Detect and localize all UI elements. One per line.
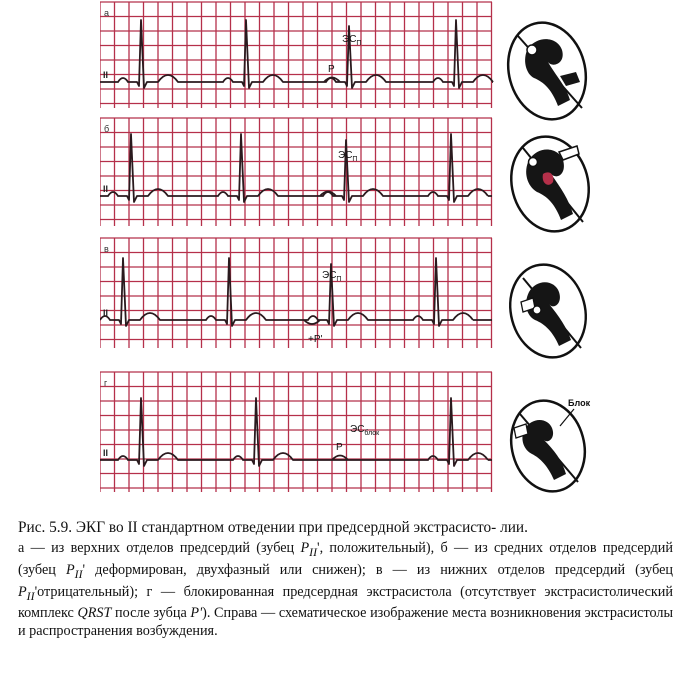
p-wave-marker: +P' — [308, 334, 323, 345]
heart-diagram-a — [500, 16, 595, 126]
ecg-strips — [100, 0, 495, 500]
extrasystole-label: $ЭС_П$ — [322, 270, 342, 283]
lead-label: II — [103, 70, 109, 80]
block-label: Блок — [568, 398, 591, 408]
heart-diagram-c — [503, 258, 593, 364]
p-wave-marker: P — [328, 64, 335, 75]
lead-label: II — [103, 448, 109, 458]
ecg-strip-3 — [100, 238, 492, 348]
strip-letter: в — [104, 244, 109, 254]
lead-label: II — [103, 184, 109, 194]
ecg-strip-4 — [100, 372, 492, 492]
heart-diagram-d — [500, 388, 600, 496]
figure-caption — [18, 518, 673, 640]
strip-letter: б — [104, 124, 110, 134]
extrasystole-label: $ЭС_{блок}$ — [350, 424, 380, 437]
caption-body: а — из верхних отделов предсердий (зубец $P_{II}'$, положительный), б — из средних отделов предсердий (зубец $P_{II}'$ деформирован, двухфазный или снижен); в — из нижних отделов предсердий (зубец $P_{II}'отрицательный$); г — блокированная предсердная экстрасистола (отсутствует экстрасистолический комплекс QRST после зубца P'). Справа — схематическое изображение места возникновения экстрасистолы и распространения возбуждения. — [18, 540, 673, 640]
heart-diagram-b — [503, 130, 598, 238]
lead-label: II — [103, 308, 109, 318]
p-wave-marker: P — [336, 442, 343, 453]
caption-title: Рис. 5.9. ЭКГ во II стандартном отведении при предсердной экстрасисто- лии. — [18, 519, 528, 536]
extrasystole-label: $ЭС_П$ — [342, 34, 362, 47]
strip-letter: а — [104, 8, 110, 18]
strip-letter: г — [104, 378, 108, 388]
ecg-strip-1 — [100, 2, 493, 108]
extrasystole-label: $ЭС_П$ — [338, 150, 358, 163]
ecg-strip-2 — [100, 118, 492, 226]
